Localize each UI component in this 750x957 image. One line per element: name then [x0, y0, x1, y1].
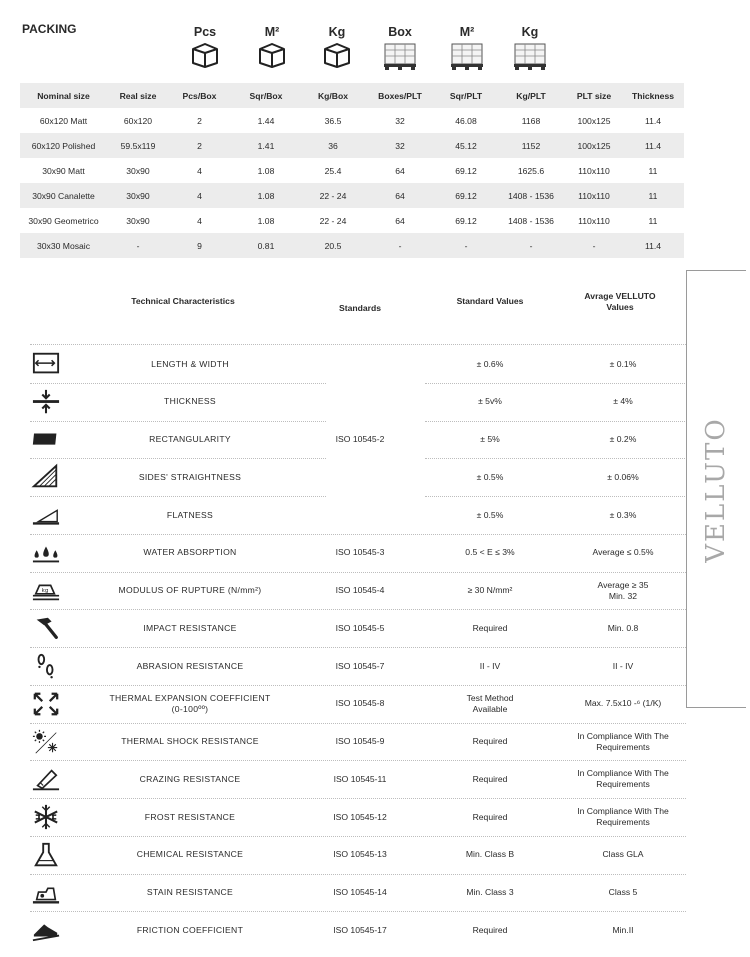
tech-row [20, 836, 686, 874]
shoe-slip-icon [30, 916, 62, 944]
box-icon [322, 42, 352, 68]
tech-average-value: ± 0.1% [609, 358, 637, 369]
tech-standard: ISO 10545-14 [333, 887, 387, 897]
tech-standard-value: Min. Class B [465, 849, 515, 860]
tech-average-value: In Compliance With The Requirements [577, 806, 669, 827]
tech-name: CHEMICAL RESISTANCE [136, 849, 244, 860]
tech-average-value: Class 5 [608, 887, 638, 897]
tech-standard: ISO 10545-17 [333, 924, 387, 935]
tech-average-value: Min. 0.8 [607, 622, 639, 633]
packing-cell: 30x90 Geometrico [28, 215, 99, 226]
box-icon [257, 42, 287, 68]
packing-cell: 60x120 Polished [31, 140, 96, 151]
packing-cell: 11.4 [644, 140, 662, 151]
box-label: Box [388, 25, 412, 39]
tech-standard-value: ± 5v% [478, 396, 502, 407]
tech-row [20, 383, 686, 421]
packing-row [20, 208, 684, 233]
tech-standard-value: Required [472, 736, 508, 746]
header-sqr-plt: Sqr/PLT [449, 90, 483, 101]
tech-row [20, 609, 686, 647]
packing-cell: 100x125 [577, 140, 611, 151]
stain-icon [30, 879, 62, 907]
length-width-icon [30, 350, 62, 378]
kg-pallet-label: Kg [521, 25, 539, 39]
packing-cell: 0.81 [257, 240, 275, 251]
packing-cell: 46.08 [455, 115, 477, 126]
tech-average-value: Class GLA [602, 849, 644, 860]
packing-row [20, 183, 684, 208]
packing-cell: 59.5x119 [120, 140, 156, 151]
tech-standard: ISO 10545-5 [335, 622, 385, 633]
packing-cell: 36 [328, 140, 338, 151]
pallet-icon [512, 42, 548, 72]
sqm-box-icon-column [252, 24, 292, 68]
tech-average-value: In Compliance With The Requirements [577, 730, 669, 752]
tech-name: WATER ABSORPTION [143, 547, 237, 558]
tech-row [20, 647, 686, 685]
header-plt-size: PLT size [576, 90, 612, 101]
tech-col-std-header: Standards [338, 303, 382, 313]
tech-standard: ISO 10545-11 [333, 773, 387, 784]
packing-cell: - [464, 240, 468, 251]
tech-average-value: ± 0.3% [609, 509, 637, 520]
tech-row [20, 496, 686, 534]
pallet-icon [449, 42, 485, 72]
header-real-size: Real size [119, 90, 157, 101]
tech-row [20, 534, 686, 572]
tech-name: FROST RESISTANCE [144, 811, 236, 822]
tech-standard-value: ≥ 30 N/mm² [467, 585, 513, 595]
tech-standard-value: 0.5 < E ≤ 3% [465, 547, 515, 558]
packing-cell: 1408 - 1536 [508, 190, 554, 201]
packing-cell: 30x90 Matt [42, 165, 85, 176]
packing-cell: 11 [648, 165, 658, 176]
header-kg-plt: Kg/PLT [516, 90, 546, 101]
tech-name: ABRASION RESISTANCE [136, 660, 244, 671]
tech-standard-value: ± 0.6% [476, 358, 504, 369]
tech-average-value: Average ≤ 0.5% [592, 547, 654, 558]
footprints-icon [30, 652, 62, 680]
pallet-icon [382, 42, 418, 72]
packing-cell: 11.4 [644, 115, 662, 126]
packing-cell: 11 [648, 190, 658, 201]
tech-col-avg-header: Avrage VELLUTO Values [584, 291, 656, 312]
packing-row [20, 233, 684, 258]
packing-cell: 60x120 [123, 115, 153, 126]
tech-average-value: Average ≥ 35 Min. 32 [597, 579, 649, 601]
packing-cell: 4 [197, 190, 202, 201]
tech-standard: ISO 10545-3 [335, 547, 385, 558]
header-pcs-box: Pcs/Box [182, 90, 217, 101]
tech-standard: ISO 10545-8 [335, 698, 385, 709]
packing-cell: - [529, 240, 533, 251]
packing-cell: 4 [197, 215, 202, 226]
tech-standard-value: Required [472, 924, 508, 935]
tech-average-value: II - IV [612, 660, 634, 671]
packing-cell: 4 [197, 165, 202, 176]
packing-cell: 1168 [521, 115, 541, 126]
packing-header-row [20, 83, 684, 108]
packing-cell: - [592, 240, 596, 251]
tech-standard-value: Required [472, 773, 508, 784]
packing-cell: 64 [395, 215, 405, 226]
row-separator [30, 344, 686, 345]
tech-name: CRAZING RESISTANCE [139, 773, 241, 784]
packing-cell: - [398, 240, 402, 251]
tech-standard-value: ± 0.5% [476, 509, 504, 520]
packing-cell: 1.08 [257, 190, 275, 201]
packing-cell: 36.5 [324, 115, 342, 126]
packing-cell: 1152 [521, 140, 541, 151]
sun-snow-icon [30, 728, 62, 756]
tech-row [20, 760, 686, 798]
packing-cell: 1625.6 [517, 165, 545, 176]
tech-row [20, 421, 686, 459]
packing-cell: 22 - 24 [319, 215, 347, 226]
kg-pallet-icon-column [510, 24, 550, 72]
tech-row [20, 798, 686, 836]
tech-standard: ISO 10545-7 [335, 660, 385, 671]
packing-cell: 69.12 [455, 165, 477, 176]
tech-standard: ISO 10545-12 [333, 811, 387, 822]
tech-col-name-header: Technical Characteristics [131, 296, 235, 306]
packing-cell: 22 - 24 [319, 190, 347, 201]
flatness-icon [30, 501, 62, 529]
tech-row [20, 874, 686, 912]
packing-cell: 20.5 [324, 240, 342, 251]
tech-average-value: ± 4% [613, 396, 633, 407]
packing-cell: 11 [648, 215, 658, 226]
packing-cell: 60x120 Matt [39, 115, 88, 126]
packing-cell: 30x90 [126, 215, 150, 226]
tech-average-value: ± 0.2% [609, 434, 637, 444]
box-icon [190, 42, 220, 68]
tech-name: THICKNESS [164, 396, 216, 407]
tech-row [20, 685, 686, 723]
box-pallet-icon-column [380, 24, 420, 72]
kg-label: Kg [328, 25, 346, 39]
crazing-icon [30, 765, 62, 793]
packing-row [20, 133, 684, 158]
packing-cell: 1.44 [257, 115, 275, 126]
packing-cell: - [136, 240, 140, 251]
packing-cell: 25.4 [324, 165, 342, 176]
tech-standard-value: Required [472, 811, 508, 822]
packing-cell: 1.08 [257, 165, 275, 176]
sqm-label: M² [264, 25, 280, 39]
tech-row [20, 911, 686, 949]
packing-cell: 30x30 Mosaic [36, 240, 91, 251]
thickness-icon [30, 388, 62, 416]
packing-cell: 110x110 [578, 215, 610, 226]
tech-name: RECTANGULARITY [149, 434, 231, 444]
tech-name: THERMAL SHOCK RESISTANCE [121, 736, 259, 746]
tech-row [20, 458, 686, 496]
header-nominal-size: Nominal size [37, 90, 90, 101]
tech-standard-value: ± 0.5% [476, 471, 504, 482]
pcs-box-icon-column [185, 24, 225, 68]
packing-cell: 110x110 [578, 190, 610, 201]
packing-table [20, 83, 684, 258]
kg-box-icon-column [317, 24, 357, 68]
tech-standard-value: II - IV [479, 660, 501, 671]
packing-cell: 1408 - 1536 [508, 215, 554, 226]
tech-row [20, 723, 686, 761]
sqm-pallet-label: M² [459, 25, 475, 39]
tech-name: FRICTION COEFFICIENT [136, 924, 244, 935]
tech-average-value: ± 0.06% [607, 471, 639, 482]
tech-standard-value: ± 5% [480, 434, 500, 444]
packing-row [20, 158, 684, 183]
tech-row [20, 345, 686, 383]
packing-cell: 45.12 [455, 140, 477, 151]
straightness-icon [30, 463, 62, 491]
tech-col-val-header: Standard Values [456, 296, 524, 306]
sqm-pallet-icon-column [447, 24, 487, 72]
packing-title: PACKING [22, 22, 77, 36]
tech-standard-value: Min. Class 3 [466, 887, 514, 897]
rectangularity-icon [30, 426, 62, 454]
tech-standard: ISO 10545-9 [335, 736, 385, 746]
tech-standard: ISO 10545-4 [335, 585, 385, 595]
tech-average-value: In Compliance With The Requirements [577, 768, 669, 790]
snowflake-icon [30, 803, 62, 831]
packing-cell: 64 [395, 165, 405, 176]
packing-cell: 30x90 [126, 190, 150, 201]
tech-standard-value: Required [472, 622, 508, 633]
tech-name: IMPACT RESISTANCE [143, 622, 237, 633]
tech-standard: ISO 10545-2 [335, 434, 385, 444]
packing-row [20, 108, 684, 133]
header-boxes-plt: Boxes/PLT [378, 90, 422, 101]
packing-cell: 69.12 [455, 215, 477, 226]
packing-cell: 30x90 Canalette [32, 190, 95, 201]
flask-icon [30, 841, 62, 869]
packing-cell: 9 [197, 240, 202, 251]
header-kg-box: Kg/Box [317, 90, 349, 101]
tech-name: THERMAL EXPANSION COEFFICIENT (0-100ºº) [109, 692, 271, 714]
tech-name: MODULUS OF RUPTURE (N/mm²) [118, 585, 262, 595]
tech-name: SIDES' STRAIGHTNESS [138, 471, 242, 482]
packing-cell: 69.12 [455, 190, 477, 201]
packing-cell: 30x90 [126, 165, 150, 176]
header-thickness: Thickness [631, 90, 675, 101]
expand-arrows-icon [30, 690, 62, 718]
weight-icon [30, 577, 62, 605]
packing-cell: 110x110 [578, 165, 610, 176]
packing-cell: 11.4 [644, 240, 662, 251]
packing-cell: 64 [395, 190, 405, 201]
tech-row [20, 572, 686, 610]
packing-cell: 2 [197, 140, 202, 151]
packing-cell: 2 [197, 115, 202, 126]
packing-cell: 1.41 [257, 140, 275, 151]
packing-cell: 1.08 [257, 215, 275, 226]
water-drops-icon [30, 539, 62, 567]
tech-name: FLATNESS [166, 509, 214, 520]
hammer-icon [30, 614, 62, 642]
packing-cell: 32 [395, 140, 405, 151]
svg-text:kg: kg [41, 587, 49, 594]
tech-standard-value: Test Method Available [466, 692, 514, 714]
tech-standard: ISO 10545-13 [333, 849, 387, 860]
tech-name: LENGTH & WIDTH [151, 358, 229, 369]
pcs-label: Pcs [193, 25, 217, 39]
brand-vertical-text: VELLUTO [701, 417, 731, 563]
header-sqr-box: Sqr/Box [249, 90, 283, 101]
packing-cell: 100x125 [577, 115, 611, 126]
packing-cell: 32 [395, 115, 405, 126]
tech-name: STAIN RESISTANCE [146, 887, 234, 897]
tech-average-value: Max. 7.5x10 -⁶ (1/K) [584, 698, 662, 709]
tech-average-value: Min.II [612, 924, 634, 935]
